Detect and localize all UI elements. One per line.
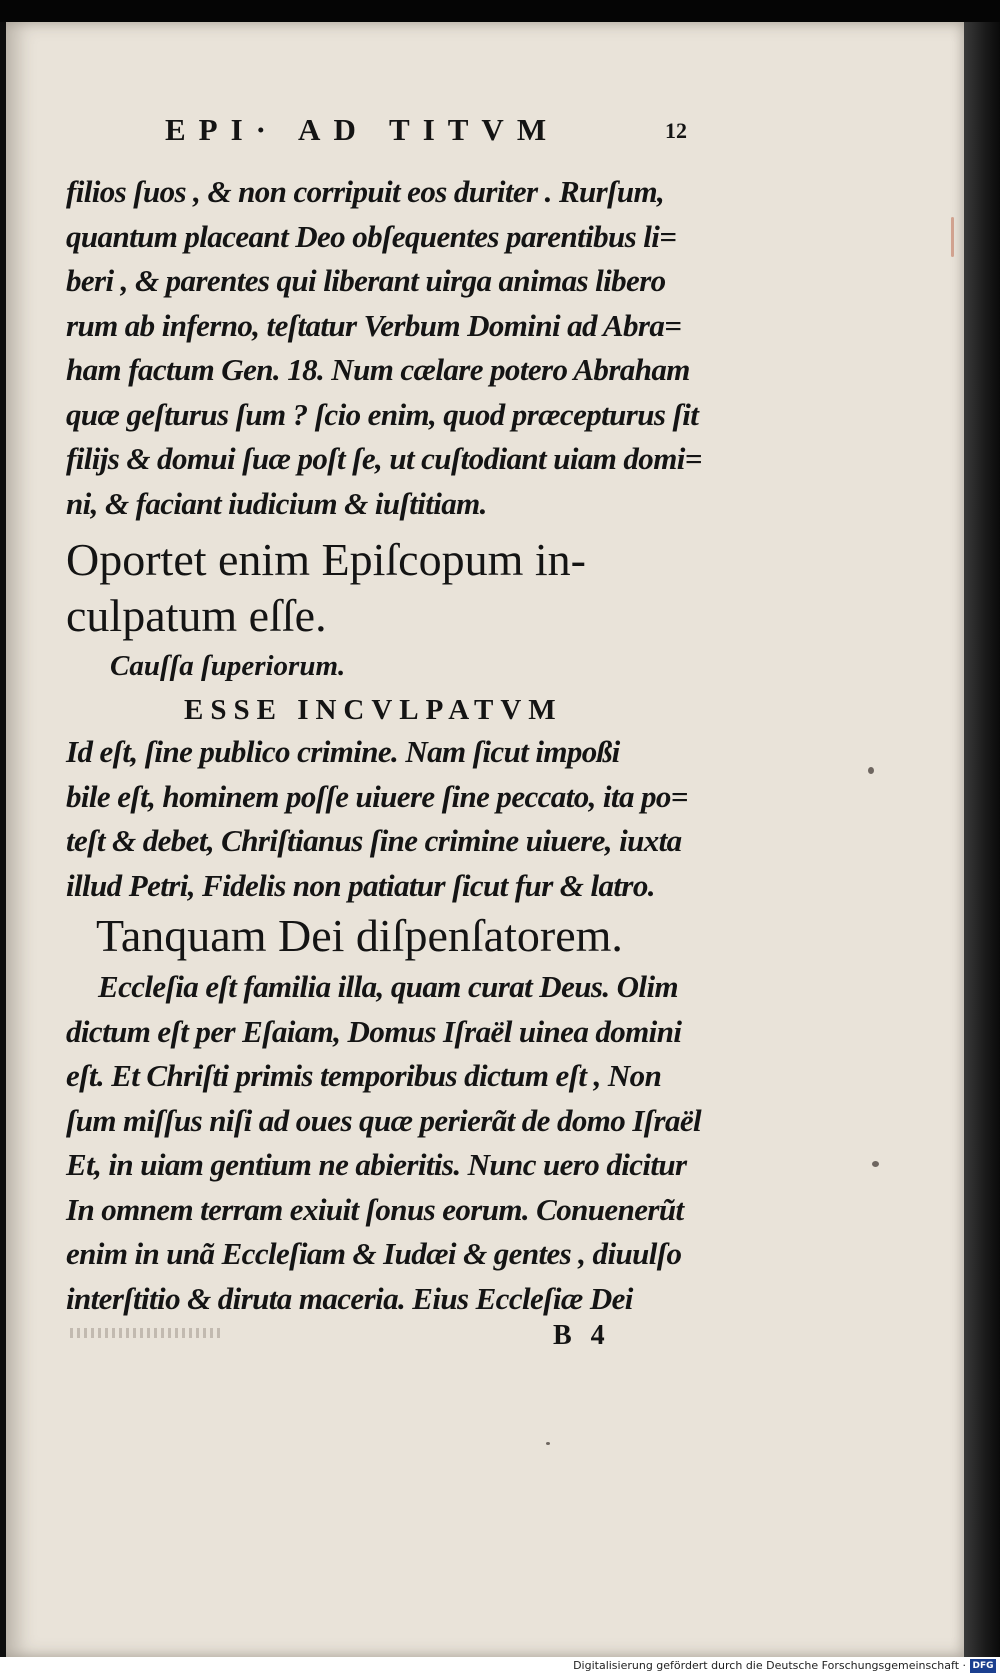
folio-number: 12 xyxy=(665,118,687,143)
paper-speck xyxy=(868,767,874,774)
paper-speck xyxy=(872,1161,879,1167)
text-line: illud Petri, Fidelis non patiatur ſicut fur & latro. xyxy=(66,867,655,903)
text-block-middle xyxy=(66,730,716,908)
text-line: ſum miſſus niſi ad oues quæ perierãt de domo Iſraël xyxy=(66,1102,702,1138)
text-line: quantum placeant Deo obſequentes parentibus li= xyxy=(66,218,677,254)
footer-bar xyxy=(0,1657,1000,1676)
text-line: enim in unã Eccleſiam & Iudæi & gentes , diuulſo xyxy=(66,1236,682,1271)
text-line: filios ſuos , & non corripuit eos duriter . Rurſum, xyxy=(66,174,665,209)
scan-top-border xyxy=(0,0,1000,22)
text-line: interſtitio & diruta maceria. Eius Eccleſiæ Dei xyxy=(66,1280,633,1316)
text-block-top xyxy=(66,170,716,526)
text-line: ni, & faciant iudicium & iuſtitiam. xyxy=(66,485,487,521)
signature-mark: B 4 xyxy=(553,1320,611,1351)
paper-speck xyxy=(546,1442,550,1445)
text-line: In omnem terram exiuit ſonus eorum. Conuenerũt xyxy=(66,1191,684,1227)
text-line: beri , & parentes qui liberant uirga animas libero xyxy=(66,263,666,298)
text-line: filijs & domui ſuæ poſt ſe, ut cuſtodiant uiam domi= xyxy=(66,441,702,476)
scan-right-edge xyxy=(964,22,1000,1657)
funding-notice: Digitalisierung gefördert durch die Deutsche Forschungsgemeinschaft · xyxy=(573,1659,966,1672)
text-line: ham factum Gen. 18. Num cælare potero Abraham xyxy=(66,352,690,387)
text-line: quæ geſturus ſum ? ſcio enim, quod præcepturus ſit xyxy=(66,396,699,432)
running-head: EPI· AD TITVM xyxy=(165,112,560,147)
text-line: dictum eſt per Eſaiam, Domus Iſraël uinea domini xyxy=(66,1013,682,1049)
section-subheading: Cauſſa ſuperiorum. xyxy=(110,650,346,682)
text-line: Eccleſia eſt familia illa, quam curat Deus. Olim xyxy=(98,969,678,1004)
text-block-bottom xyxy=(66,965,716,1321)
text-line: rum ab inferno, teſtatur Verbum Domini ad Abra= xyxy=(66,307,682,343)
lemma-heading: culpatum eſſe. xyxy=(66,590,327,641)
text-line: eſt. Et Chriſti primis temporibus dictum eſt , Non xyxy=(66,1058,662,1093)
capitals-heading: ESSE INCVLPATVM xyxy=(184,694,563,726)
paper-stain xyxy=(951,217,954,257)
lemma-heading: Tanquam Dei diſpenſatorem. xyxy=(96,910,623,961)
dfg-logo: DFG xyxy=(970,1659,996,1673)
text-line: teſt & debet, Chriſtianus ſine crimine uiuere, iuxta xyxy=(66,823,682,858)
lemma-heading: Oportet enim Epiſcopum in- xyxy=(66,534,586,585)
show-through-text xyxy=(70,1328,220,1338)
text-line: Et, in uiam gentium ne abieritis. Nunc uero dicitur xyxy=(66,1147,687,1182)
text-line: bile eſt, hominem poſſe uiuere ſine peccato, ita po= xyxy=(66,778,688,814)
text-line: Id eſt, ſine publico crimine. Nam ſicut impoßi xyxy=(66,734,620,769)
